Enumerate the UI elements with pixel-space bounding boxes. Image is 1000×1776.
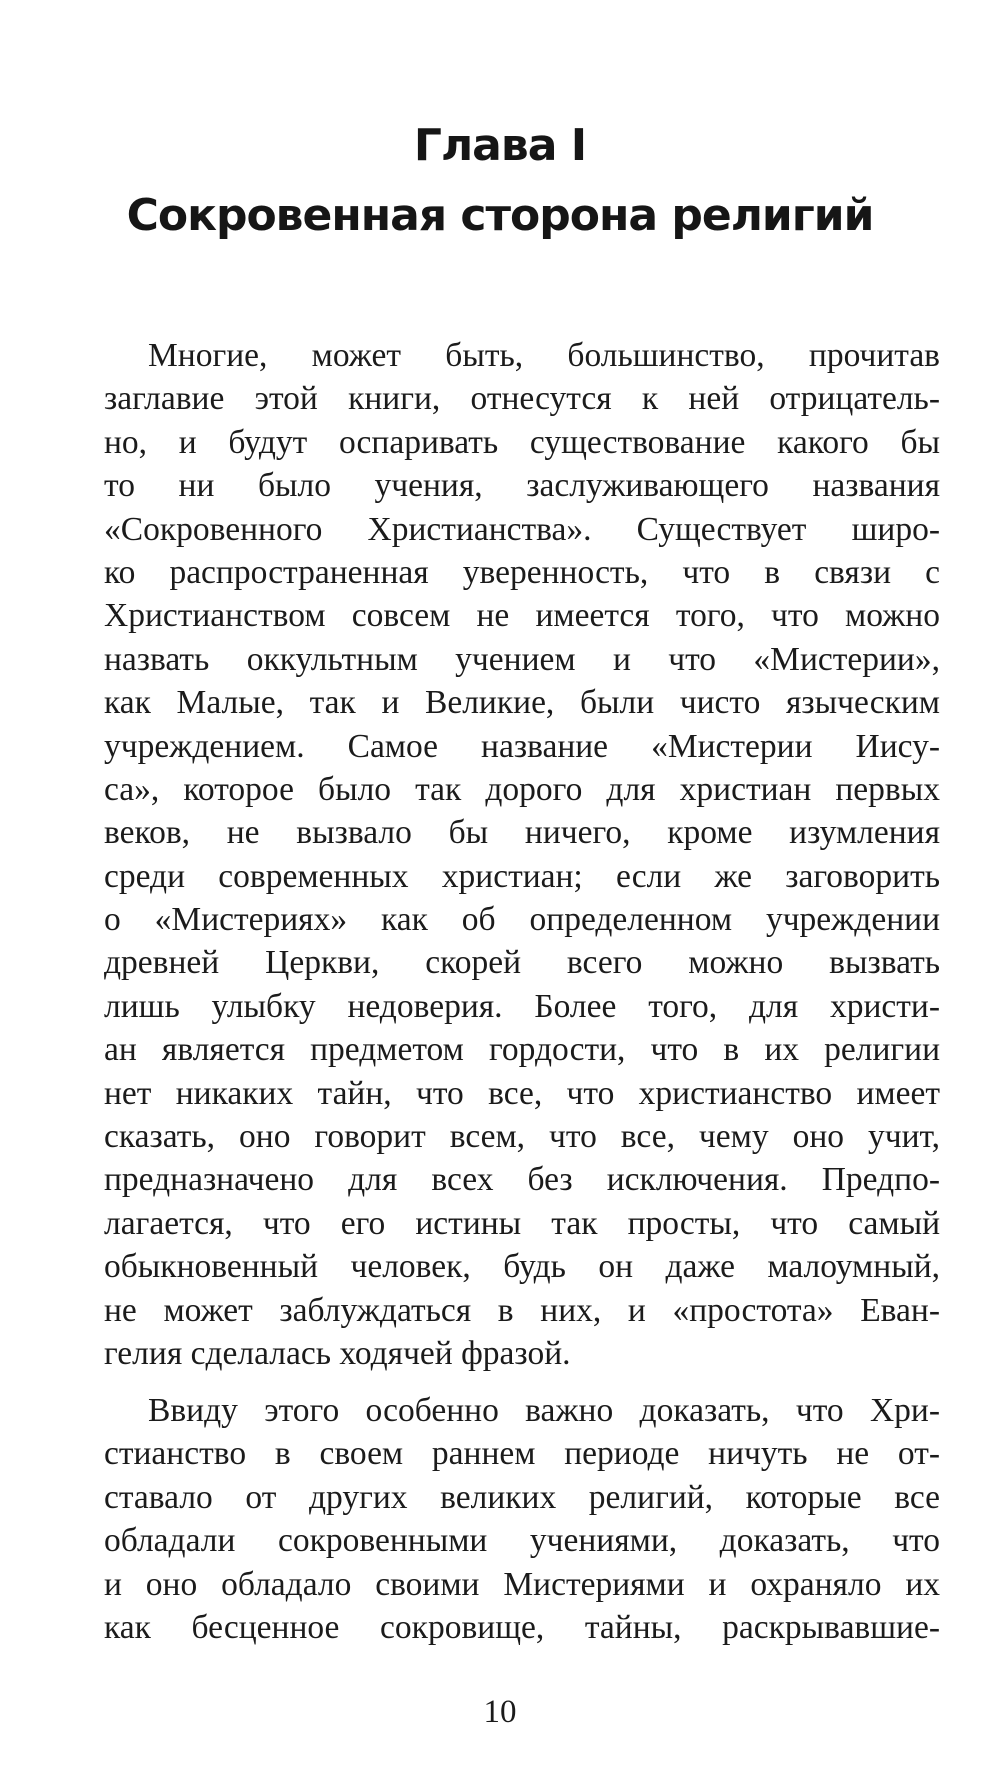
text-line: как Малые, так и Великие, были чисто языческим <box>104 684 940 722</box>
text-line: предназначено для всех без исключения. Предпо- <box>104 1161 940 1199</box>
text-line: сказать, оно говорит всем, что все, чему оно учит, <box>104 1118 940 1156</box>
text-line: гелия сделалась ходячей фразой. <box>104 1334 571 1372</box>
text-line: «Сокровенного Христианства». Существует широ- <box>104 510 940 548</box>
text-line: нет никаких тайн, что все, что христианство имеет <box>104 1074 940 1112</box>
text-line: не может заблуждаться в них, и «простота» Еван- <box>104 1291 940 1329</box>
chapter-number: Глава I <box>413 120 587 171</box>
text-line: обыкновенный человек, будь он даже малоумный, <box>104 1248 940 1286</box>
text-line: древней Церкви, скорей всего можно вызвать <box>104 944 940 982</box>
text-line: среди современных христиан; если же заговорить <box>104 857 940 895</box>
text-line: веков, не вызвало бы ничего, кроме изумления <box>104 814 940 852</box>
text-line: и оно обладало своими Мистериями и охраняло их <box>104 1565 940 1603</box>
text-line: то ни было учения, заслуживающего названия <box>104 467 940 505</box>
text-line: как бесценное сокровище, тайны, раскрывавшие- <box>104 1608 940 1646</box>
paragraph-2 <box>104 1389 940 1649</box>
text-line: са», которое было так дорого для христиан первых <box>104 770 940 808</box>
text-line: ко распространенная уверенность, что в связи с <box>104 553 940 591</box>
text-line: учреждением. Самое название «Мистерии Иису- <box>104 727 940 765</box>
page-number: 10 <box>483 1694 517 1730</box>
chapter-title: Сокровенная сторона религий <box>126 190 874 241</box>
text-line: обладали сокровенными учениями, доказать, что <box>104 1522 940 1560</box>
text-line: Многие, может быть, большинство, прочитав <box>148 337 940 374</box>
text-line: стианство в своем раннем периоде ничуть не от- <box>104 1435 940 1473</box>
paragraph-1 <box>104 334 940 1375</box>
text-line: ан является предметом гордости, что в их религии <box>104 1031 940 1069</box>
text-line: Христианством совсем не имеется того, что можно <box>104 597 940 635</box>
text-line: Ввиду этого особенно важно доказать, что Хри- <box>148 1392 940 1429</box>
text-line: назвать оккультным учением и что «Мистерии», <box>104 640 940 678</box>
text-line: заглавие этой книги, отнесутся к ней отрицатель- <box>104 380 940 418</box>
text-line: но, и будут оспаривать существование какого бы <box>104 423 940 461</box>
text-line: о «Мистериях» как об определенном учреждении <box>104 901 940 939</box>
text-line: лагается, что его истины так просты, что самый <box>104 1204 940 1242</box>
text-line: лишь улыбку недоверия. Более того, для христи- <box>104 987 940 1025</box>
text-line: ставало от других великих религий, которые все <box>104 1478 940 1516</box>
